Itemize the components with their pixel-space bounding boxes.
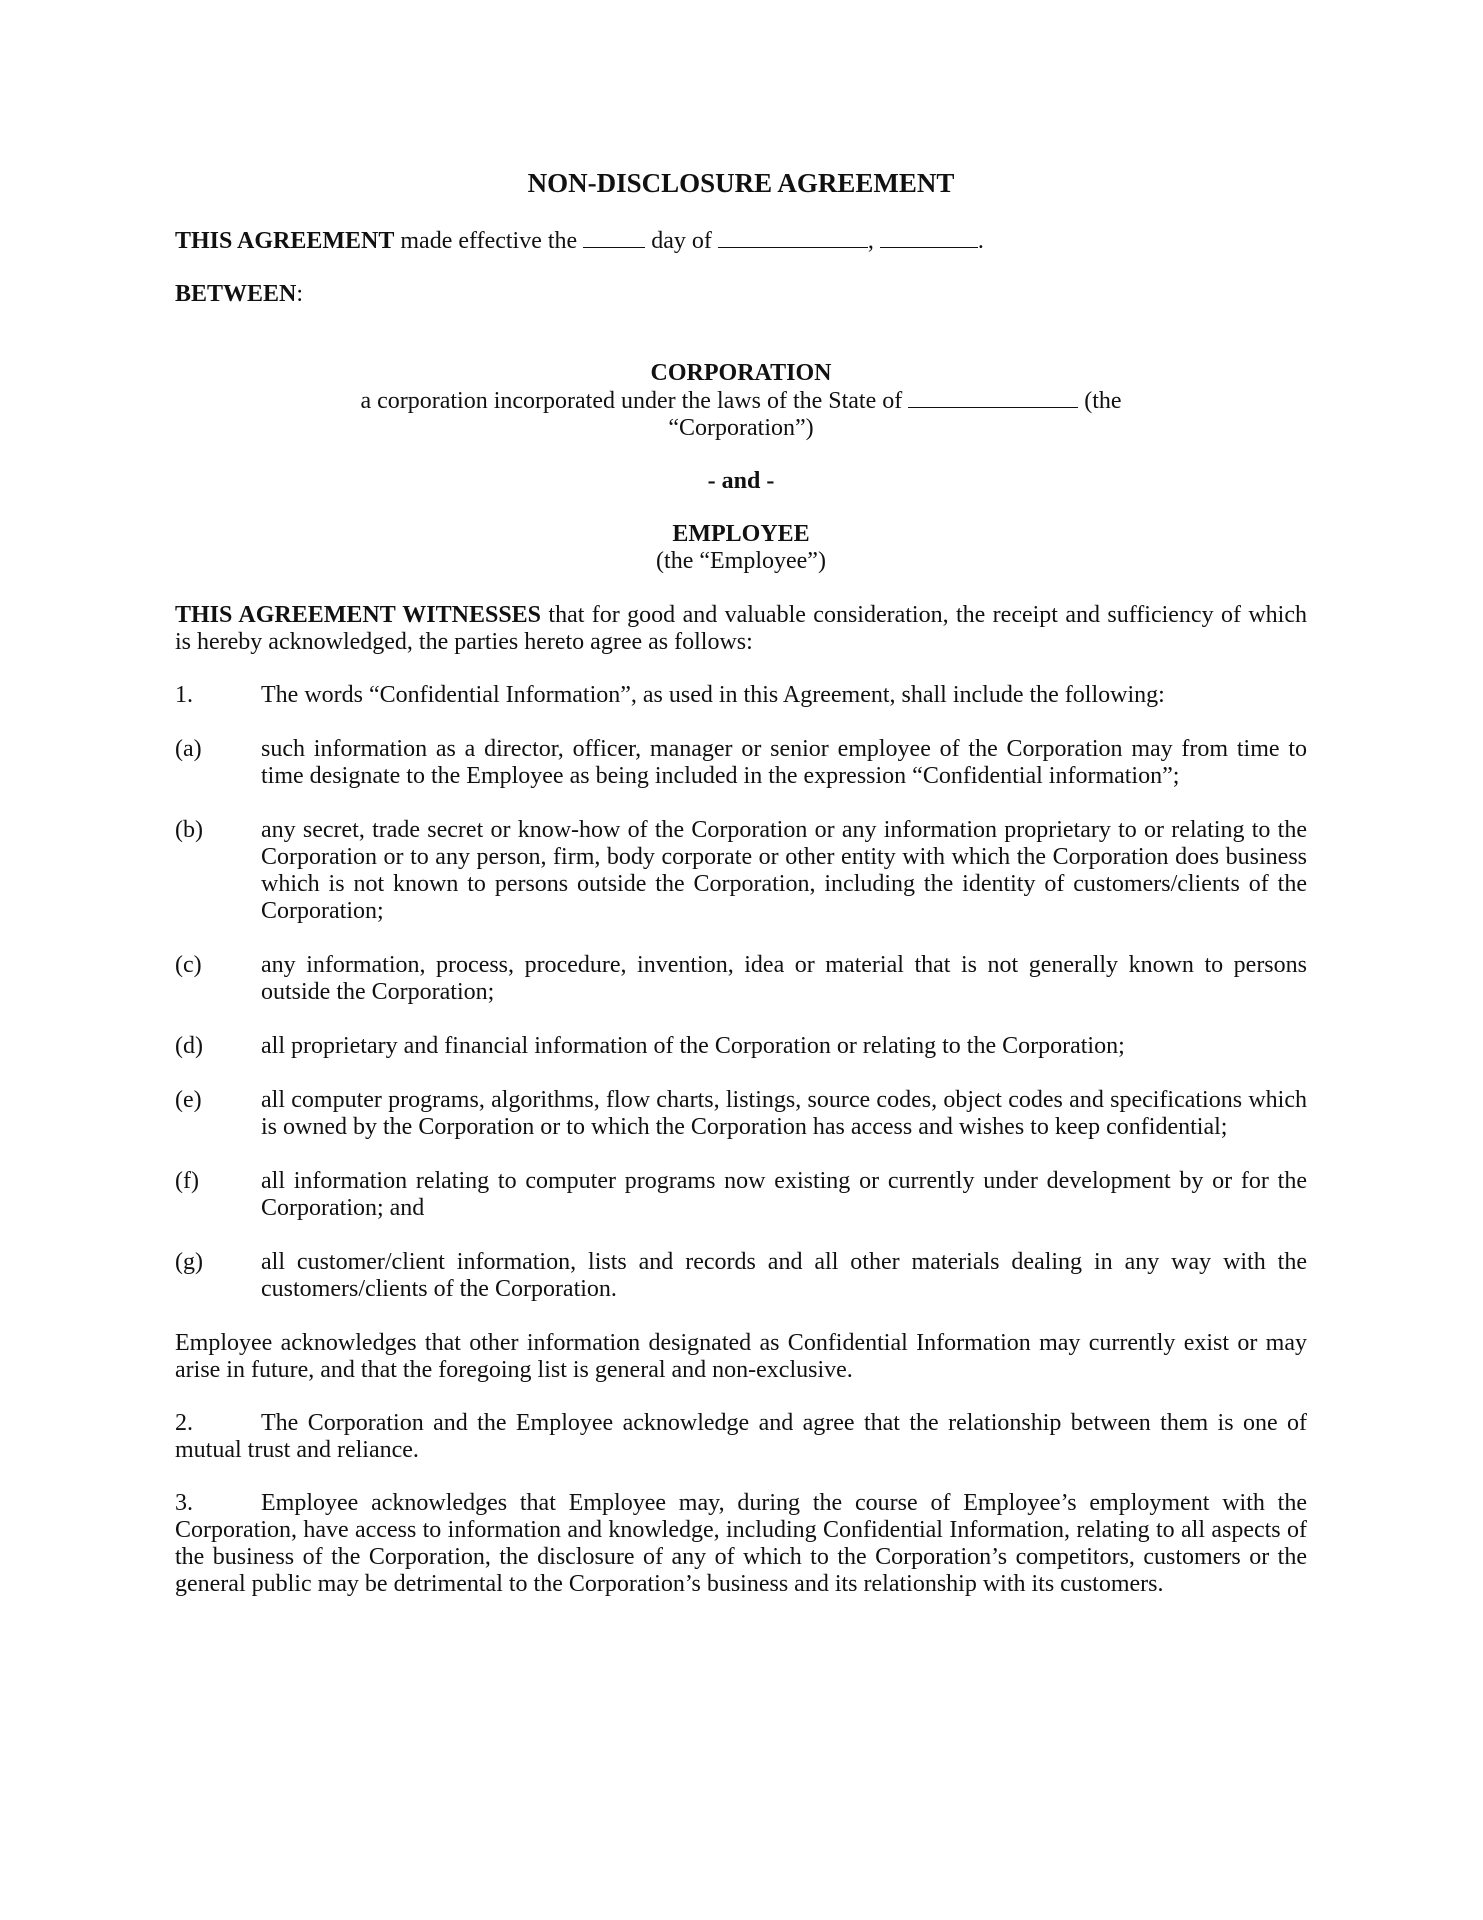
party1-line1-end: (the bbox=[1078, 388, 1122, 414]
agreement-intro bbox=[175, 227, 1307, 255]
document-title: NON-DISCLOSURE AGREEMENT bbox=[527, 168, 955, 198]
item-text: all computer programs, algorithms, flow charts, listings, source codes, object codes and specifications which is owned by the Corporation or to which the Corporation has access and wishes to keep confidential; bbox=[261, 1087, 1307, 1140]
and-separator: - and - bbox=[707, 468, 775, 494]
month-blank bbox=[718, 227, 868, 248]
clause-3 bbox=[175, 1490, 1307, 1598]
party-corporation bbox=[175, 360, 1307, 442]
item-number: (g) bbox=[175, 1249, 203, 1275]
between-label bbox=[175, 281, 1307, 308]
day-blank bbox=[583, 227, 645, 248]
party2-line: (the “Employee”) bbox=[656, 548, 826, 574]
party1-line2: “Corporation”) bbox=[668, 415, 814, 441]
item-text: all information relating to computer programs now existing or currently under development by or for the Corporation; and bbox=[261, 1168, 1307, 1221]
intro-text: made effective the bbox=[394, 228, 584, 254]
witnesses-paragraph bbox=[175, 602, 1307, 656]
between-colon: : bbox=[296, 281, 304, 307]
item-number: (a) bbox=[175, 736, 202, 762]
list-item bbox=[175, 952, 1307, 1006]
year-blank bbox=[880, 227, 978, 248]
item-number: (e) bbox=[175, 1087, 202, 1113]
intro-text: day of bbox=[645, 228, 718, 254]
between-text: BETWEEN bbox=[175, 281, 297, 307]
clause-text: The words “Confidential Information”, as used in this Agreement, shall include the following: bbox=[261, 682, 1165, 708]
document-page bbox=[175, 170, 1307, 1624]
list-item bbox=[175, 1168, 1307, 1222]
item-number: (c) bbox=[175, 952, 202, 978]
list-item bbox=[175, 1033, 1307, 1060]
state-blank bbox=[908, 387, 1078, 408]
party2-name: EMPLOYEE bbox=[672, 521, 810, 547]
party1-line1: a corporation incorporated under the laws of the State of bbox=[360, 388, 909, 414]
party1-name: CORPORATION bbox=[650, 360, 832, 386]
item-text: such information as a director, officer, manager or senior employee of the Corporation may from time to time designate to the Employee as being included in the expression “Confidential information”; bbox=[261, 736, 1307, 789]
party-employee bbox=[175, 521, 1307, 575]
intro-text: , bbox=[867, 228, 880, 254]
item-number: (d) bbox=[175, 1033, 203, 1059]
clause-text: The Corporation and the Employee acknowledge and agree that the relationship between them is one of mutual trust and reliance. bbox=[175, 1410, 1307, 1463]
intro-text: . bbox=[977, 228, 984, 254]
list-item bbox=[175, 817, 1307, 925]
list-item bbox=[175, 736, 1307, 790]
witnesses-text: that for good and valuable consideration, the receipt and sufficiency of which is hereby acknowledged, the parties hereto agree as follows: bbox=[175, 602, 1308, 655]
item-number: (f) bbox=[175, 1168, 199, 1194]
list-item bbox=[175, 1249, 1307, 1303]
witnesses-bold: THIS AGREEMENT WITNESSES bbox=[175, 602, 542, 628]
item-text: all proprietary and financial information of the Corporation or relating to the Corporation; bbox=[261, 1033, 1125, 1059]
item-number: (b) bbox=[175, 817, 203, 843]
clause-1 bbox=[175, 682, 1307, 709]
clause-number: 2. bbox=[175, 1410, 193, 1436]
acknowledgement-paragraph: Employee acknowledges that other information designated as Confidential Information may currently exist or may arise in future, and that the foregoing list is general and non-exclusive. bbox=[175, 1330, 1307, 1383]
list-item bbox=[175, 1087, 1307, 1141]
item-text: any secret, trade secret or know-how of the Corporation or any information proprietary to or relating to the Corporation or to any person, firm, body corporate or other entity with which the Corporation does business which is not known to persons outside the Corporation, including the identity of customers/clients of the Corporation; bbox=[261, 817, 1307, 924]
clause-number: 3. bbox=[175, 1490, 193, 1516]
clause-number: 1. bbox=[175, 682, 193, 708]
item-text: all customer/client information, lists and records and all other materials dealing in any way with the customers/clients of the Corporation. bbox=[261, 1249, 1307, 1302]
intro-bold: THIS AGREEMENT bbox=[175, 228, 395, 254]
item-text: any information, process, procedure, invention, idea or material that is not generally known to persons outside the Corporation; bbox=[261, 952, 1307, 1005]
clause-text: Employee acknowledges that Employee may, during the course of Employee’s employment with the Corporation, have access to information and knowledge, including Confidential Information, relating to all aspects of the business of the Corporation, the disclosure of any of which to the Corporation’s competitors, customers or the general public may be detrimental to the Corporation’s business and its relationship with its customers. bbox=[175, 1490, 1307, 1597]
clause-2 bbox=[175, 1410, 1307, 1464]
